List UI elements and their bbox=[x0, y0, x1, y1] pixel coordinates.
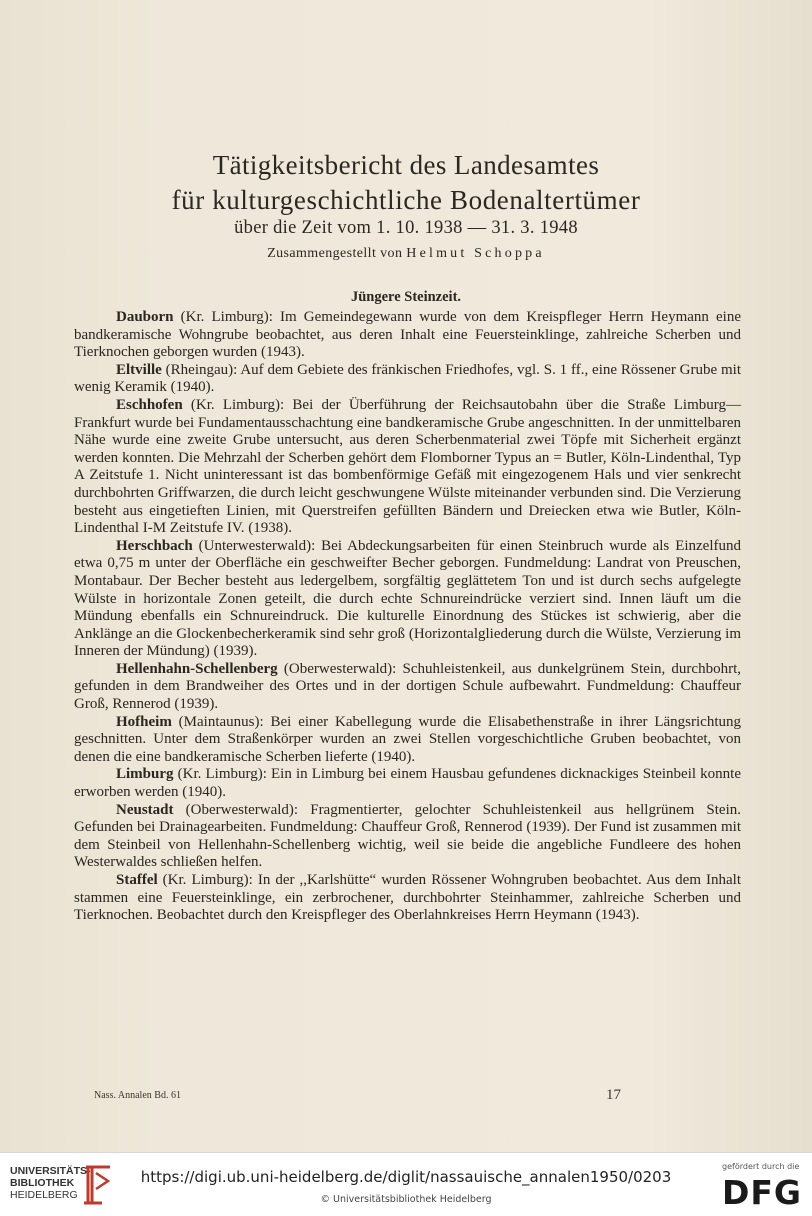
entry-text: (Maintaunus): Bei einer Kabellegung wurde die Elisabethenstraße in ihrer Längsrichtung geschnitten. Unter dem Straßenkörper wurden an zwei Stellen vorgeschichtliche Gruben beobachtet, von denen die eine bandkeramische Scherben lieferte (1940). bbox=[74, 713, 741, 765]
entry-text: (Rheingau): Auf dem Gebiete des fränkischen Friedhofes, vgl. S. 1 ff., eine Rössener Grube mit wenig Keramik (1940). bbox=[74, 361, 741, 396]
entry-place: Hofheim bbox=[116, 713, 172, 730]
entry-text: (Kr. Limburg): Bei der Überführung der Reichsautobahn über die Straße Limburg—Frankfurt wurde bei Fundamentausschachtung eine bandkeramische Grube angeschnitten. In der unmittelbaren Nähe wurde eine zweite Grube untersucht, aus deren Scherbenmaterial zwei Töpfe mit Sicherheit ergänzt werden konnten. Die Mehrzahl der Scherben gehört dem Flomborner Typus an = Butler, Köln-Lindenthal, Typ A Zeitstufe 1. Nicht uninteressant ist das bombenförmige Gefäß mit eingezogenem Hals und vier senkrecht durchbohrten Griffwarzen, die durch leicht geschwungene Wülste miteinander verbunden sind. Die Verzierung besteht aus eingetieften Linien, mit Querstreifen gefüllten Bändern und Dreiecken etwa wie Butler, Köln-Lindenthal I-M Zeitstufe IV. (1938). bbox=[74, 396, 741, 537]
report-period: über die Zeit vom 1. 10. 1938 — 31. 3. 1948 bbox=[234, 218, 578, 238]
funding-note: gefördert durch die bbox=[722, 1162, 800, 1171]
entry-text: (Oberwesterwald): Fragmentierter, gelochter Schuhleistenkeil aus hellgrünem Stein. Gefunden bei Drainagearbeiten. Fundmeldung: Chauffeur Groß, Rennerod (1939). Der Fund ist zusammen mit dem Steinbeil von Hellenhahn-Schellenberg wichtig, weil sie beide die angebliche Fundleere des hohen Westerwaldes schließen helfen. bbox=[74, 801, 741, 871]
library-logo-line1: UNIVERSITÄTS- bbox=[10, 1165, 91, 1177]
copyright-notice: © Universitätsbibliothek Heidelberg bbox=[320, 1194, 492, 1205]
compiled-by bbox=[0, 246, 812, 262]
entry-text: (Kr. Limburg): Ein in Limburg bei einem Hausbau gefundenes dicknackiges Steinbeil konnte erworben werden (1940). bbox=[74, 766, 741, 801]
report-body bbox=[74, 309, 741, 925]
entry-place: Dauborn bbox=[116, 309, 174, 325]
entry-place: Limburg bbox=[116, 766, 174, 783]
report-title: Tätigkeitsbericht des Landesamtes bbox=[212, 150, 600, 180]
entry-place: Herschbach bbox=[116, 537, 193, 554]
journal-reference: Nass. Annalen Bd. 61 bbox=[94, 1090, 181, 1101]
entry-neustadt bbox=[74, 802, 741, 872]
entry-place: Eltville bbox=[116, 361, 162, 378]
library-logo-line3: HEIDELBERG bbox=[10, 1189, 78, 1201]
author-name: Helmut Schoppa bbox=[406, 246, 545, 261]
entry-staffel bbox=[74, 872, 741, 925]
entry-text: (Oberwesterwald): Schuhleistenkeil, aus dunkelgrünem Stein, durchbohrt, gefunden in dem Brandweiher des Ortes und in der dortigen Schule aufbewahrt. Fundmeldung: Chauffeur Groß, Rennerod (1939). bbox=[74, 660, 741, 713]
entry-place: Eschhofen bbox=[116, 396, 183, 413]
section-heading: Jüngere Steinzeit. bbox=[350, 289, 462, 305]
entry-place: Hellenhahn-Schellenberg bbox=[116, 660, 278, 677]
entry-text: (Kr. Limburg): Im Gemeindegewann wurde von dem Kreispfleger Herrn Heymann eine bandkeramische Wohngrube beobachtet, aus deren Inhalt eine Feuersteinklinge, zahlreiche Scherben und Tierknochen geborgen wurden (1943). bbox=[74, 309, 741, 361]
entry-text: (Unterwesterwald): Bei Abdeckungsarbeiten für einen Steinbruch wurde als Einzelfund etwa 0,75 m unter der Oberfläche ein geschweifter Becher geborgen. Fundmeldung: Landrat von Preuschen, Montabaur. Der Becher besteht aus ledergelbem, sorgfältig geglättetem Ton und ist durch sechs aufgelegte Wülste in horizontale Zonen geteilt, die durch echte Schnureindrücke verziert sind. Innen läuft um die Mündung ebenfalls ein Schnureindruck. Die kulturelle Einordnung des Stückes ist schwierig, aber die Anklänge an die Glockenbecherkeramik sind sehr groß (Horizontalgliederung durch die Wülste, Verzierung im Inneren der Mündung) (1939). bbox=[74, 537, 741, 660]
report-subtitle: für kulturgeschichtliche Bodenaltertümer bbox=[171, 185, 641, 215]
page-number: 17 bbox=[606, 1087, 621, 1103]
library-logo-line2: BIBLIOTHEK bbox=[10, 1177, 75, 1189]
entry-hellenhahn-schellenberg bbox=[74, 661, 741, 714]
permalink-url[interactable]: https://digi.ub.uni-heidelberg.de/diglit/nassauische_annalen1950/0203 bbox=[140, 1168, 672, 1186]
entry-dauborn bbox=[74, 309, 741, 362]
entry-herschbach bbox=[74, 538, 741, 661]
entry-hofheim bbox=[74, 714, 741, 767]
entry-text: (Kr. Limburg): In der ,,Karlshütte“ wurden Rössener Wohngruben beobachtet. Aus dem Inhalt stammen eine Feuersteinklinge, ein zerbrochener, durchbohrter Steinhammer, zahlreiche Scherben und Tierknochen. Beobachtet durch den Kreispfleger des Oberlahnkreises Herrn Heymann (1943). bbox=[74, 872, 741, 924]
entry-eltville bbox=[74, 362, 741, 397]
entry-place: Neustadt bbox=[116, 801, 174, 818]
dfg-logo[interactable]: DFG bbox=[722, 1173, 803, 1212]
compiled-by-label: Zusammengestellt von bbox=[267, 246, 403, 261]
entry-eschhofen bbox=[74, 397, 741, 538]
entry-place: Staffel bbox=[116, 872, 158, 888]
entry-limburg bbox=[74, 766, 741, 801]
